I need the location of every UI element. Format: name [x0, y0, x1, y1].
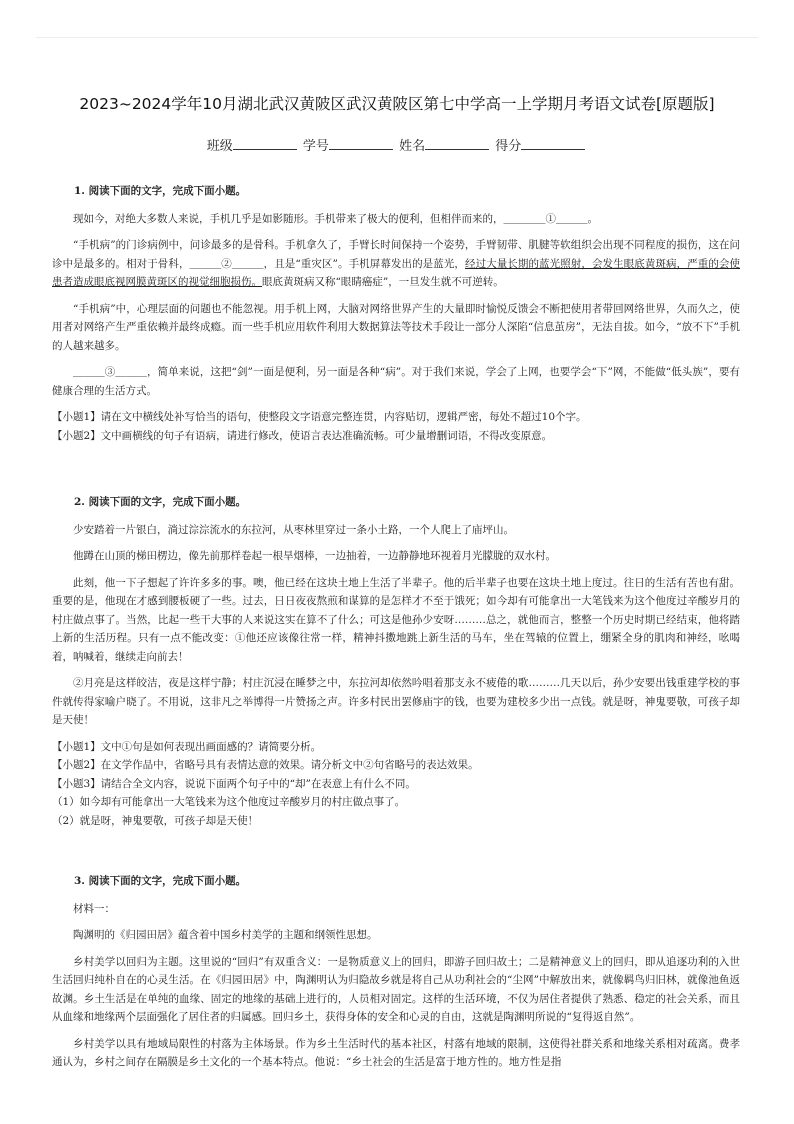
score-label: 得分: [495, 139, 522, 154]
question-3-heading: 3. 阅读下面的文字，完成下面小题。: [74, 875, 247, 887]
question-2-heading: 2. 阅读下面的文字，完成下面小题。: [74, 496, 247, 508]
q1-subquestion-1: 【小题1】请在文中横线处补写恰当的语句，使整段文字语意完整连贯，内容贴切，逻辑严密，每处不超过10个字。: [52, 411, 587, 423]
q1-subquestion-2: 【小题2】文中画横线的句子有语病，请进行修改，使语言表达准确流畅。可少量增删词语，不得改变原意。: [52, 429, 553, 442]
q1-p2-text-b: 眼底黄斑病又称“眼睛癌症”，一旦发生就不可逆转。: [262, 276, 504, 288]
page-title: 2023~2024学年10月湖北武汉黄陂区武汉黄陂区第七中学高一上学期月考语文试卷[原题版]: [79, 95, 715, 113]
q2-subquestion-3-item-2: （2）就是呀，神鬼要敬，可孩子却是天使！: [52, 814, 259, 827]
q1-underlined-sentence: 经过大量长期的蓝光照射，会发生眼底黄斑病，严重的会使患者造成眼底视网膜黄斑区的视觉细胞损伤。: [52, 257, 741, 288]
class-blank[interactable]: [233, 138, 297, 150]
student-info-row: [0, 135, 794, 154]
q1-paragraph-3: “手机病”中，心理层面的问题也不能忽视。用手机上网，大脑对网络世界产生的大量即时愉悦反馈会不断把使用者带回网络世界，久而久之，使用者对网络产生严重依赖并最终成瘾。而一些手机应用软件利用大数据算法等技术手段让一部分人深陷“信息茧房”，无法自拔。如今，“放不下”手机的人越来越多。: [52, 302, 741, 352]
id-label: 学号: [302, 139, 329, 154]
exam-content: [52, 182, 740, 1080]
q2-subquestion-2: 【小题2】在文学作品中，省略号具有表情达意的效果。请分析文中②句省略号的表达效果。: [52, 759, 479, 771]
top-divider: [36, 37, 758, 38]
q2-paragraph-4: ②月亮是这样皎洁，夜是这样宁静；村庄沉浸在睡梦之中，东拉河却依然吟唱着那支永不疲倦的歌………几天以后，孙少安要出钱重建学校的事件就传得家喻户晓了。不用说，这非凡之举博得一片赞扬之声。许多村民出罢修庙宇的钱，也要为建校多少出一点钱。就是呀，神鬼要敬，可孩子却是天使！: [52, 677, 740, 726]
q1-paragraph-4: ＿＿＿③＿＿＿，简单来说，这把“剑”一面是便利，另一面是各种“病”。对于我们来说，学会了上网，也要学会“下”网，不能做“低头族”，要有健康合理的生活方式。: [52, 366, 740, 397]
q2-paragraph-2: 他蹲在山顶的梯田楞边，像先前那样卷起一根旱烟棒，一边抽着，一边静静地环视着月光朦胧的双水村。: [73, 550, 556, 562]
q2-subquestion-1: 【小题1】文中①句是如何表现出画面感的？请简要分析。: [52, 740, 322, 753]
q1-paragraph-1: 现如今，对绝大多数人来说，手机几乎是如影随形。手机带来了极大的便利，但相伴而来的，＿＿＿＿①＿＿＿。: [73, 212, 598, 225]
q2-paragraph-3: 此刻，他一下子想起了许许多多的事。噢，他已经在这块土地上生活了半辈子。他的后半辈子也要在这块土地上度过。往日的生活有苦也有甜。重要的是，他现在才感到腰板硬了一些。过去，日日夜夜熬煎和谋算的是怎样才不至于饿死；如今却有可能拿出一大笔钱来为这个他度过辛酸岁月的村庄做点事了。当然，比起一些干大事的人来说这实在算不了什么；可这是他孙少安呀………总之，就他而言，整整一个历史时期已经结束，他将踏上新的生活历程。只有一点不能改变：①他还应该像往常一样，精神抖擞地跳上新生活的马车，坐在驾辕的位置上，绷紧全身的肌肉和神经，吆喝着，呐喊着，继续走向前去！: [52, 576, 740, 663]
score-blank[interactable]: [521, 138, 585, 150]
question-1: [52, 182, 740, 445]
question-2: [52, 493, 740, 830]
q1-paragraph-2: [52, 236, 740, 292]
q3-paragraph-3: 乡村美学以具有地域局限性的村落为主体场景。作为乡土生活时代的基本社区，村落有地域的限制，这使得社群关系和地缘关系相对疏离。费孝通认为，乡村之间存在隔膜是乡土文化的一个基本特点。他说：“乡土社会的生活是富于地方性的。地方性是指: [52, 1037, 740, 1068]
q1-p2-text-a: “手机病”的门诊病例中，问诊最多的是骨科。手机拿久了，手臂长时间保持一个姿势，手臂韧带、肌腱等软组织会出现不同程度的损伤，这在问诊中是最多的。相对于骨科，＿＿＿②＿＿＿，且是“重灾区”。手机屏幕发出的是蓝光，: [52, 239, 740, 270]
q3-paragraph-2: 乡村美学以回归为主题。这里说的“回归”有双重含义：一是物质意义上的回归，即游子回归故土；二是精神意义上的回归，即从追逐功利的入世生活回归纯朴自在的心灵生活。在《归园田居》中，陶渊明认为归隐故乡就是将自己从功利社会的“尘网”中解放出来，就像羁鸟归旧林，就像池鱼返故渊。乡土生活是在单纯的血缘、固定的地缘的基础上进行的，人员相对固定。这样的生活环境，不仅为居住者提供了熟悉、稳定的社会关系，而且从血缘和地缘两个层面强化了居住者的归属感。回归乡土，获得身体的安全和心灵的自由，这就是陶渊明所说的“复得返自然”。: [52, 955, 740, 1023]
question-3: [52, 872, 740, 1072]
class-label: 班级: [206, 139, 233, 154]
q3-material-label: 材料一：: [73, 902, 115, 915]
q2-subquestion-3-item-1: （1）如今却有可能拿出一大笔钱来为这个他度过辛酸岁月的村庄做点事了。: [52, 796, 406, 808]
name-blank[interactable]: [425, 138, 489, 150]
name-label: 姓名: [399, 139, 426, 154]
question-1-heading: 1. 阅读下面的文字，完成下面小题。: [74, 185, 247, 197]
q2-subquestion-3: 【小题3】请结合全文内容，说说下面两个句子中的“却”在表意上有什么不同。: [52, 777, 416, 790]
id-blank[interactable]: [329, 138, 393, 150]
q2-paragraph-1: 少安踏着一片银白，淌过淙淙流水的东拉河，从枣林里穿过一条小土路，一个人爬上了庙坪山。: [73, 523, 514, 536]
q3-paragraph-1: 陶渊明的《归园田居》蕴含着中国乡村美学的主题和纲领性思想。: [73, 929, 378, 941]
